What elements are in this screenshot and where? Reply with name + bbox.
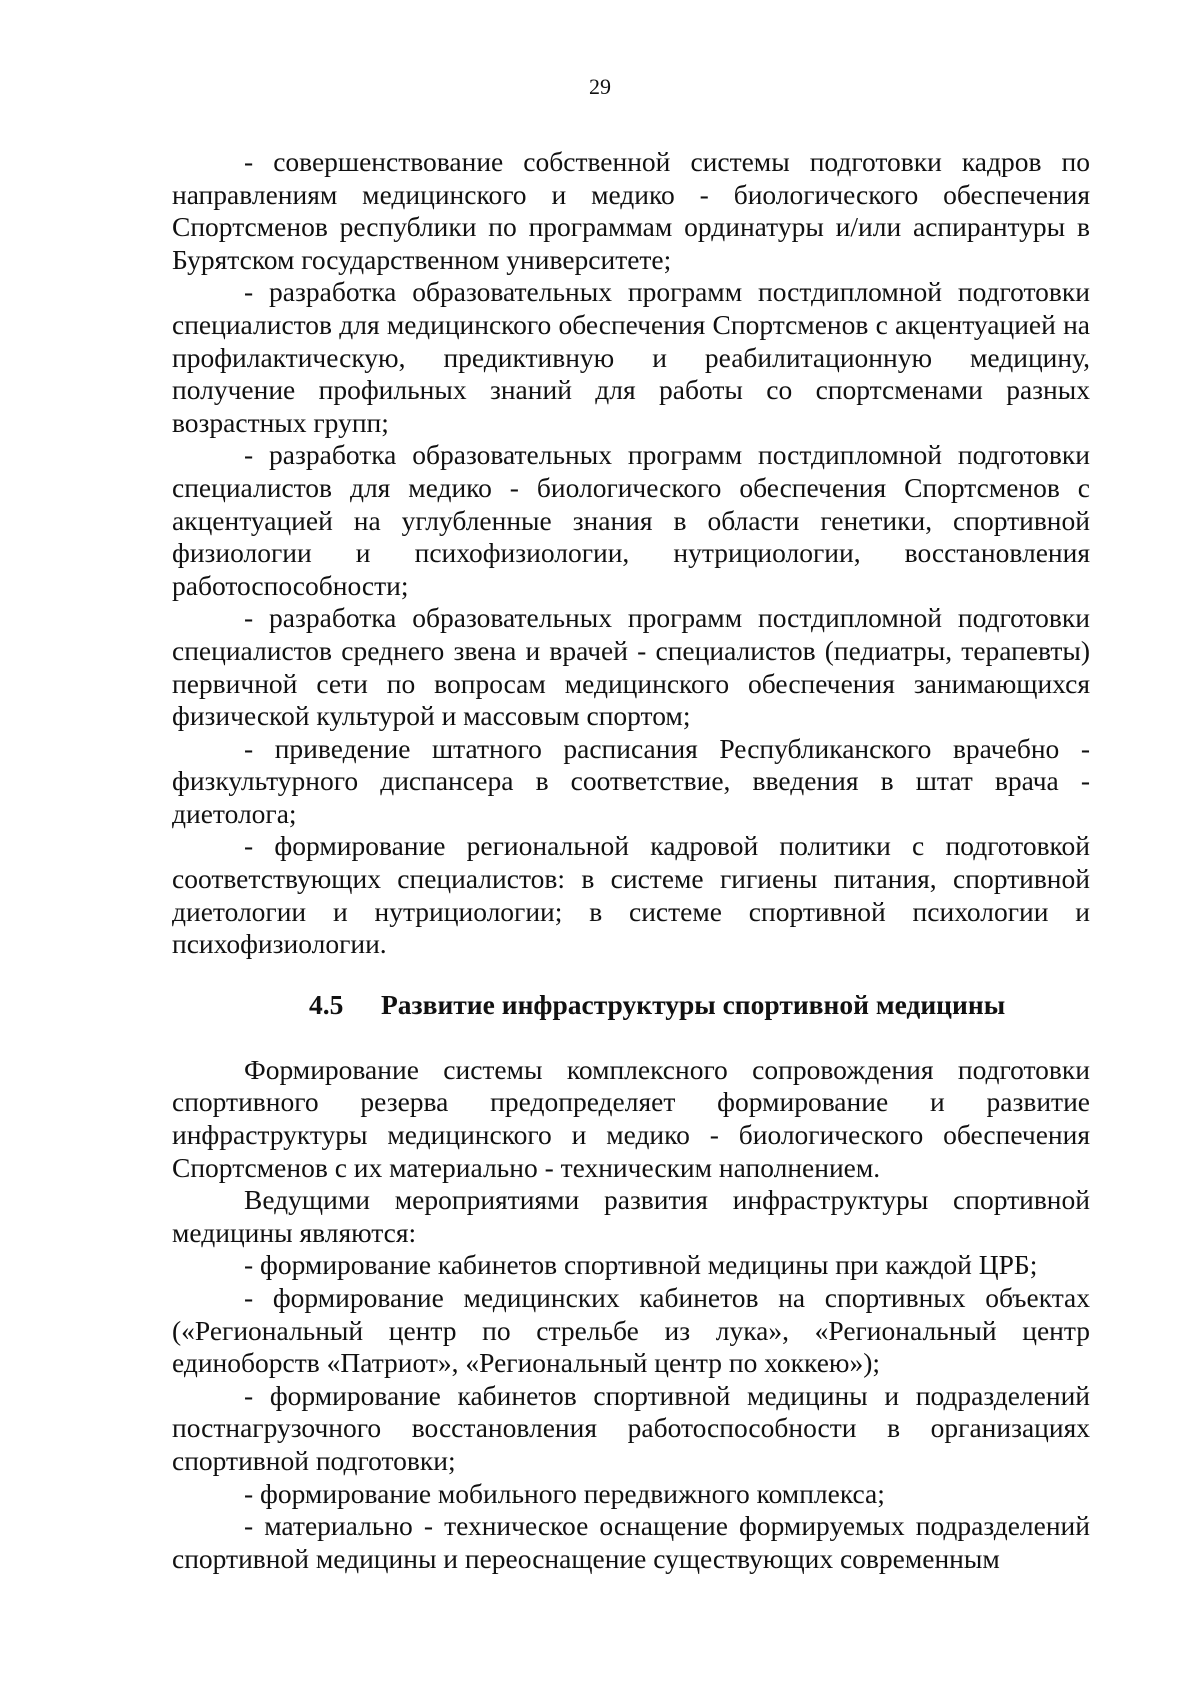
list-item: - совершенствование собственной системы подготовки кадров по направлениям медицинского и медико - биологического обеспечения Спортсменов республики по программам ординатуры и/или аспирантуры в Бурятском государственном университете; [172,146,1090,275]
list-item: - формирование кабинетов спортивной медицины при каждой ЦРБ; [244,1249,1038,1281]
list-item: - формирование медицинских кабинетов на спортивных объектах («Региональный центр по стрельбе из лука», «Региональный центр единоборств «Патриот», «Региональный центр по хоккею»); [172,1282,1090,1379]
list-item: - разработка образовательных программ постдипломной подготовки специалистов для медико - биологического обеспечения Спортсменов с акцентуацией на углубленные знания в области генетики, спортивной физиологии и психофизиологии, нутрициологии, восстановления работоспособности; [172,439,1090,601]
list-item: - разработка образовательных программ постдипломной подготовки специалистов среднего звена и врачей - специалистов (педиатры, терапевты) первичной сети по вопросам медицинского обеспечения занимающихся физической культурой и массовым спортом; [172,602,1090,732]
list-item: - приведение штатного расписания Республиканского врачебно - физкультурного диспансера в соответствие, введения в штат врача - диетолога; [172,732,1090,829]
section-title: Развитие инфраструктуры спортивной медицины [381,988,1006,1020]
list-item: - разработка образовательных программ постдипломной подготовки специалистов для медицинского обеспечения Спортсменов с акцентуацией на профилактическую, предиктивную и реабилитационную медицину, получение профильных знаний для работы со спортсменами разных возрастных групп; [172,276,1090,438]
list-item: - материально - техническое оснащение формируемых подразделений спортивной медицины и переоснащение существующих современным [172,1510,1090,1574]
page-number: 29 [589,74,611,99]
section-heading [172,988,1090,1022]
list-item: - формирование региональной кадровой политики с подготовкой соответствующих специалистов: в системе гигиены питания, спортивной диетологии и нутрициологии; в системе спортивной психологии и психофизиологии. [172,830,1090,960]
list-item: - формирование мобильного передвижного комплекса; [244,1477,885,1509]
list-item: - формирование кабинетов спортивной медицины и подразделений постнагрузочного восстановления работоспособности в организациях спортивной подготовки; [172,1379,1090,1476]
paragraph: Формирование системы комплексного сопровождения подготовки спортивного резерва предопределяет формирование и развитие инфраструктуры медицинского и медико - биологического обеспечения Спортсменов с их материально - техническим наполнением. [172,1053,1090,1183]
paragraph: Ведущими мероприятиями развития инфраструктуры спортивной медицины являются: [172,1184,1090,1248]
page-content [172,146,1090,1575]
section-number: 4.5 [309,988,344,1020]
